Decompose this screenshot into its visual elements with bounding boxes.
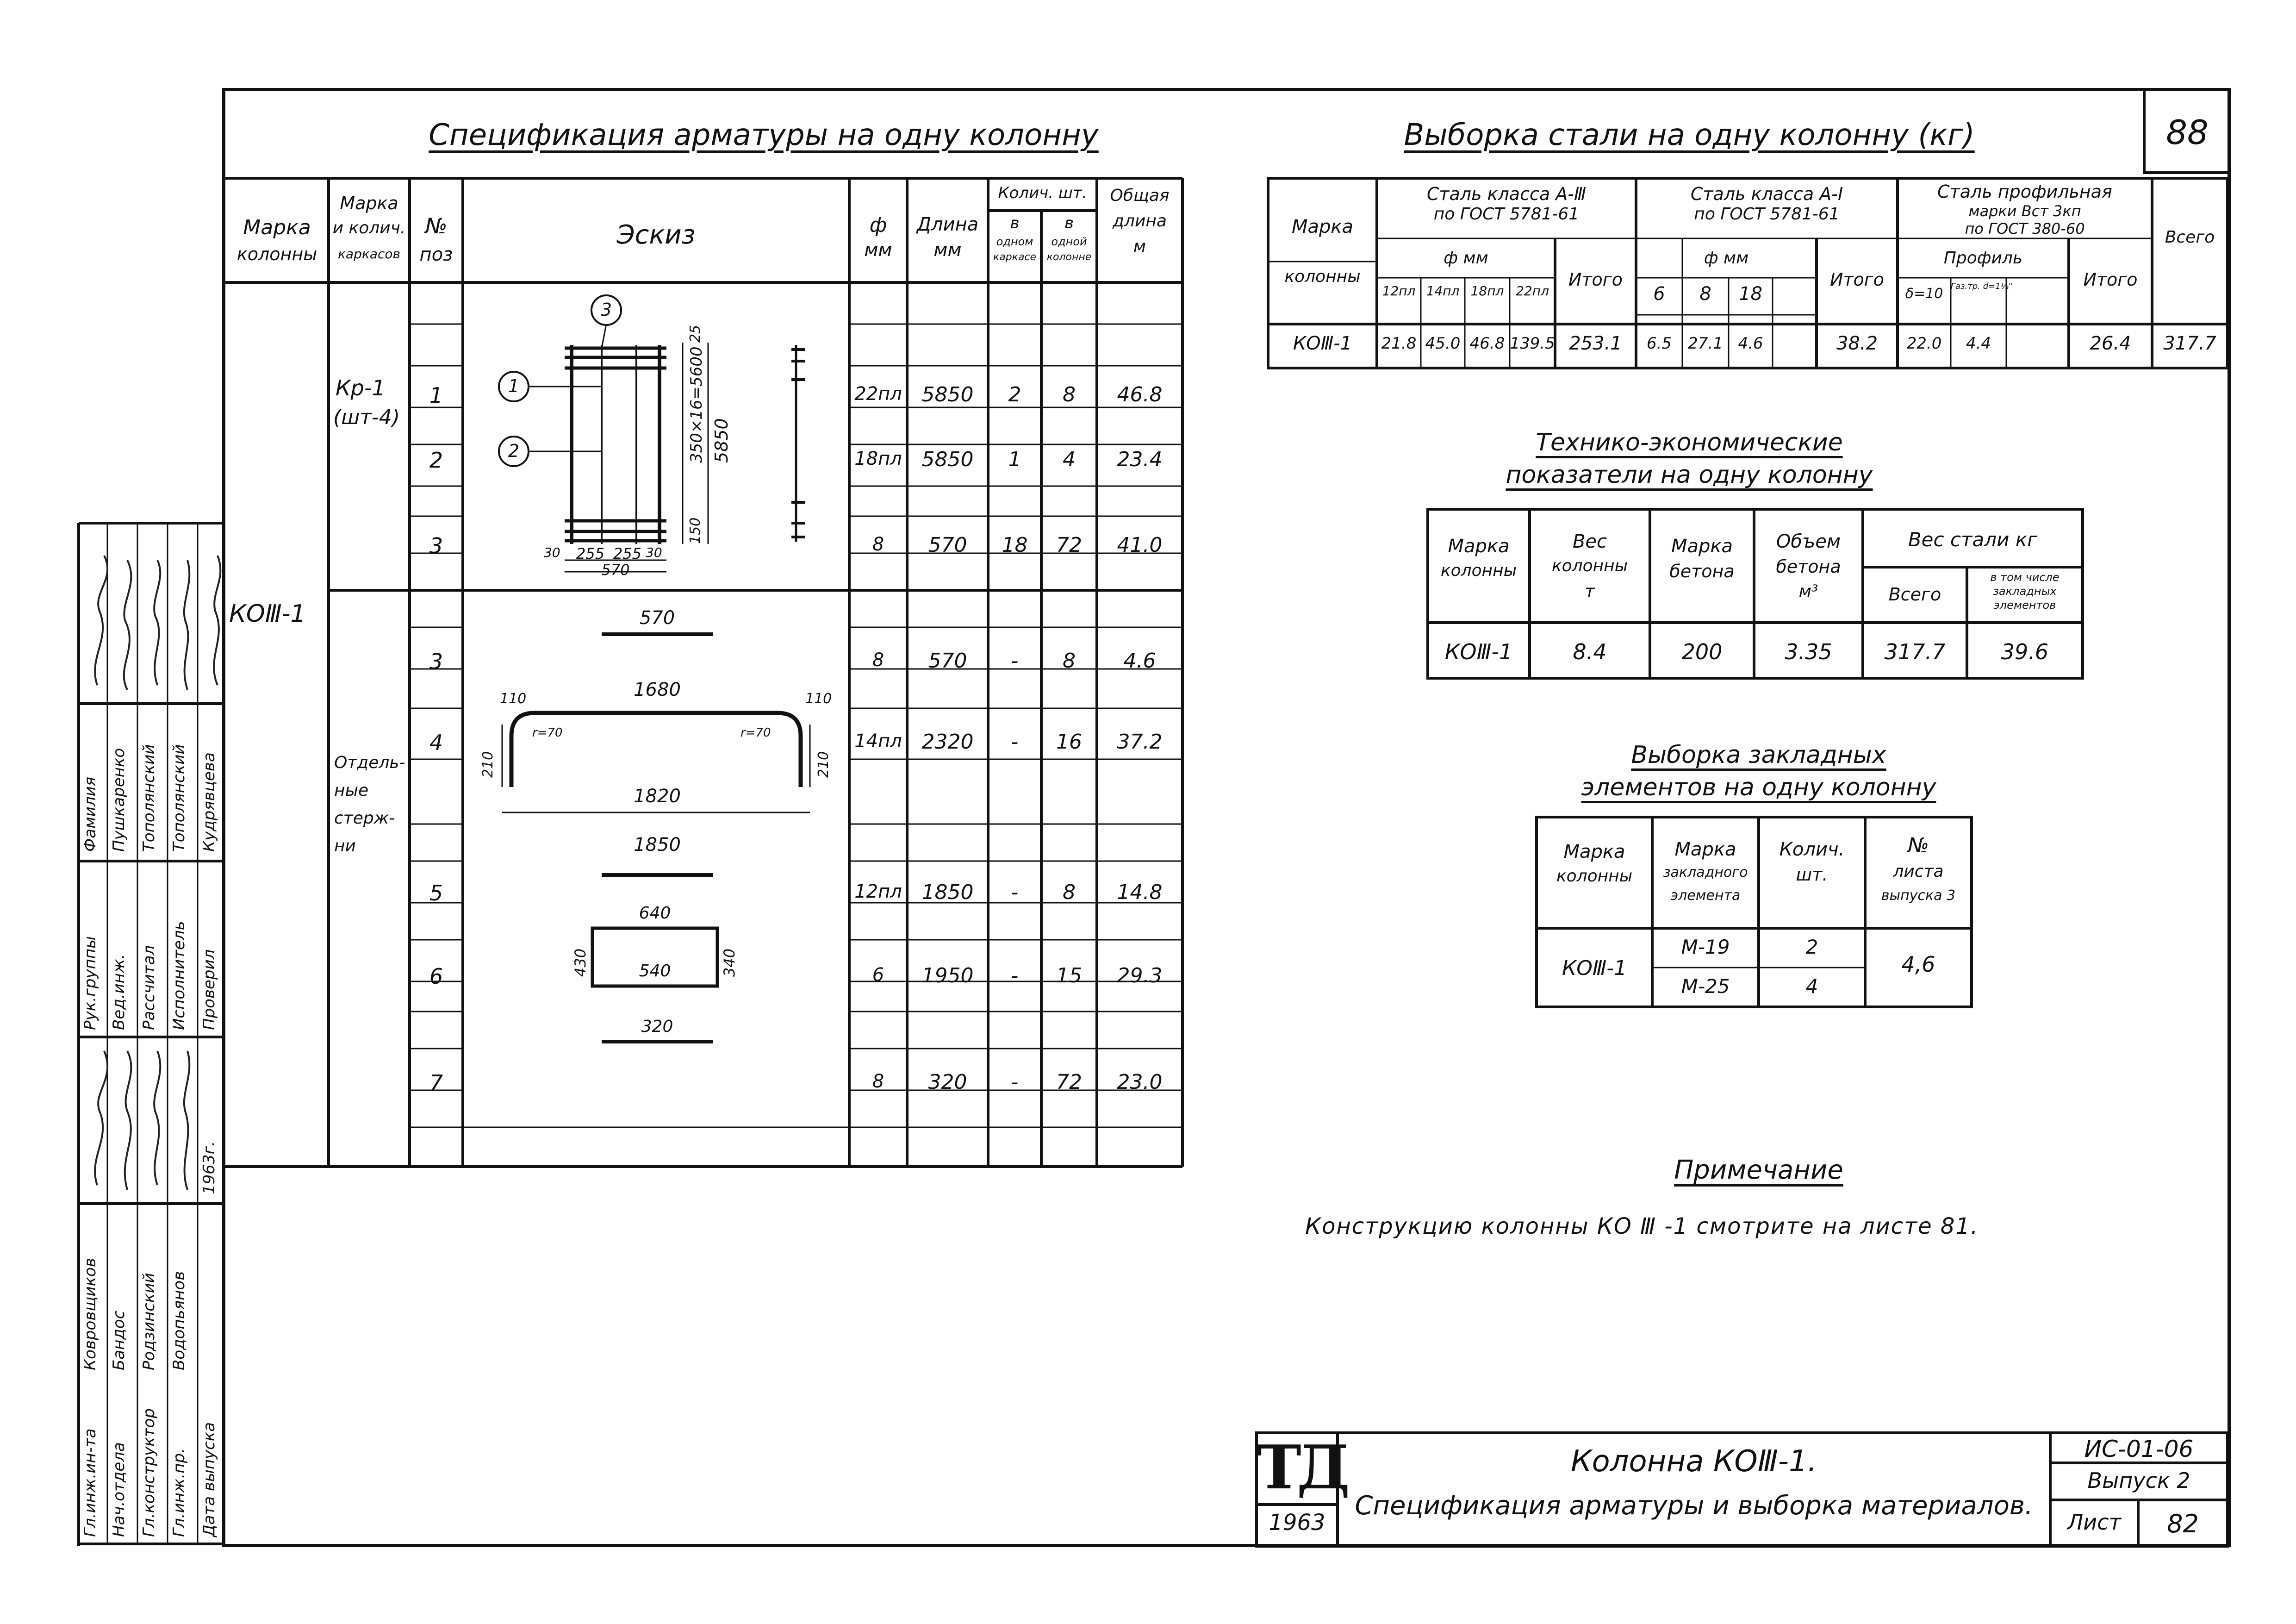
steel-sub-prof-1: Газ.тр. d=1¼" xyxy=(1951,281,2013,291)
dim-25: 25 xyxy=(687,325,703,343)
separate-label-3: стерж- xyxy=(334,809,395,828)
tech-val-all: 317.7 xyxy=(1884,639,1946,664)
dim-vertical-2: 5850 xyxy=(711,418,732,463)
hdr-dia-1: ф xyxy=(869,213,887,237)
stamp-surname-header: Фамилия xyxy=(81,776,100,852)
steel-sub-prof-0: δ=10 xyxy=(1905,286,1943,302)
steel-val-prof-total: 26.4 xyxy=(2090,333,2131,354)
emb-val-el-1: М-19 xyxy=(1681,936,1730,958)
dim-570: 570 xyxy=(601,561,630,579)
steel-hdr-a3-2: по ГОСТ 5781-61 xyxy=(1433,205,1580,224)
tech-val-volume: 3.35 xyxy=(1785,639,1832,664)
steel-hdr-prof-1: Сталь профильная xyxy=(1937,181,2112,202)
emb-val-qty-1: 2 xyxy=(1805,936,1818,958)
emb-title-2: элементов на одну колонну xyxy=(1581,774,1936,801)
tech-val-concrete: 200 xyxy=(1681,639,1723,664)
spec-row-4-pos: 3 xyxy=(429,649,443,674)
bar4-110b: 110 xyxy=(805,691,832,707)
spec-row-7-total: 29.3 xyxy=(1117,964,1163,987)
cage-label-1: Кр-1 xyxy=(336,375,386,400)
stamp-name2-3: Кудрявцева xyxy=(200,752,218,852)
spec-row-8-qty-col: 72 xyxy=(1056,1070,1082,1094)
spec-row-3-qty-col: 72 xyxy=(1056,533,1082,557)
steel-hdr-itogo-1: Итого xyxy=(1568,269,1623,290)
tech-hdr-all: Всего xyxy=(1888,584,1941,605)
tech-hdr-volume-3: м³ xyxy=(1798,582,1818,601)
hdr-qty-col-2: одной xyxy=(1051,235,1087,248)
tech-hdr-incl-2: закладных xyxy=(1993,585,2057,598)
steel-val-prof-0: 22.0 xyxy=(1906,334,1942,353)
title-line-1: Колонна КОⅢ-1. xyxy=(1571,1444,1817,1479)
spec-row-6-pos: 5 xyxy=(429,881,443,906)
stamp-role-0: Гл.инж.ин-та xyxy=(81,1428,100,1537)
hdr-qty-col-3: колонне xyxy=(1046,251,1092,263)
steel-val-a3-3: 139.5 xyxy=(1510,334,1555,353)
steel-sub-a3-3: 22пл xyxy=(1516,283,1549,299)
tech-hdr-weight-2: колонны xyxy=(1551,556,1628,575)
emb-val-qty-2: 4 xyxy=(1805,975,1818,998)
emb-hdr-sheet-3: выпуска 3 xyxy=(1881,887,1956,904)
spec-row-5-pos: 4 xyxy=(429,730,443,755)
stamp-date: 1963г. xyxy=(200,1141,218,1194)
stamp-name-3: Водопьянов xyxy=(170,1271,188,1370)
emb-hdr-sheet-2: листа xyxy=(1893,862,1944,881)
stamp-role2-0: Рук.группы xyxy=(81,936,100,1030)
tech-hdr-volume-1: Объем xyxy=(1776,531,1841,552)
hdr-sketch: Эскиз xyxy=(616,220,696,250)
stamp-role-3: Гл.инж.пр. xyxy=(170,1448,188,1537)
dim-255a: 255 xyxy=(576,545,605,562)
tech-val-incl: 39.6 xyxy=(2001,639,2049,664)
doc-issue: Выпуск 2 xyxy=(2087,1468,2190,1493)
spec-row-1-total: 46.8 xyxy=(1117,383,1163,406)
tech-hdr-weight-1: Вес xyxy=(1572,531,1607,552)
bar4-210b: 210 xyxy=(815,751,832,778)
separate-label-1: Отдель- xyxy=(334,753,405,772)
steel-title: Выборка стали на одну колонну (кг) xyxy=(1404,118,1975,152)
emb-title-1: Выборка закладных xyxy=(1631,741,1886,769)
spec-row-7-qty-cage: - xyxy=(1011,964,1019,987)
spec-row-8-pos: 7 xyxy=(429,1070,443,1095)
dim-30b: 30 xyxy=(646,545,662,560)
spec-row-6-qty-col: 8 xyxy=(1063,881,1076,904)
steel-hdr-a1-2: по ГОСТ 5781-61 xyxy=(1694,205,1840,224)
hdr-qty-cage-1: в xyxy=(1010,214,1020,232)
emb-hdr-qty-1: Колич. xyxy=(1779,839,1845,860)
stamp-role-4: Дата выпуска xyxy=(200,1422,218,1537)
tech-hdr-volume-2: бетона xyxy=(1776,556,1841,577)
steel-sub-a1-2: 18 xyxy=(1739,283,1762,305)
steel-val-mark: КОⅢ-1 xyxy=(1293,333,1352,354)
top-sheet-number: 88 xyxy=(2166,113,2209,152)
bar6-right: 340 xyxy=(721,948,738,977)
callout-1: 1 xyxy=(508,376,520,396)
stamp-role2-3: Исполнитель xyxy=(170,921,188,1030)
hdr-total-3: м xyxy=(1133,237,1146,256)
doc-code: ИС-01-06 xyxy=(2084,1436,2194,1462)
spec-row-5-total: 37.2 xyxy=(1117,730,1163,754)
tech-title-2: показатели на одну колонну xyxy=(1506,461,1873,489)
spec-title: Спецификация арматуры на одну колонну xyxy=(429,118,1099,152)
steel-hdr-prof-2: марки Вст 3кп xyxy=(1968,202,2081,220)
bar7-length: 320 xyxy=(641,1017,673,1036)
tech-hdr-concrete-2: бетона xyxy=(1669,561,1735,581)
steel-val-a3-total: 253.1 xyxy=(1569,333,1622,354)
spec-row-7-qty-col: 15 xyxy=(1056,964,1082,987)
spec-row-6-qty-cage: - xyxy=(1011,881,1019,904)
hdr-qty: Колич. шт. xyxy=(998,184,1087,202)
emb-val-el-2: М-25 xyxy=(1681,975,1730,998)
steel-hdr-itogo-2: Итого xyxy=(1829,269,1885,290)
hdr-col-mark-1: Марка xyxy=(243,216,311,239)
spec-row-6-total: 14.8 xyxy=(1117,881,1163,904)
hdr-len-1: Длина xyxy=(916,214,979,235)
steel-sub-a1-0: 6 xyxy=(1653,283,1665,305)
note-text: Конструкцию колонны КО Ⅲ -1 смотрите на листе 81. xyxy=(1305,1213,1979,1239)
spec-row-2-total: 23.4 xyxy=(1117,448,1163,471)
column-mark: КОⅢ-1 xyxy=(229,600,306,628)
steel-hdr-prof-3: по ГОСТ 380-60 xyxy=(1965,220,2085,237)
spec-row-3-qty-cage: 18 xyxy=(1002,533,1028,557)
steel-val-a1-1: 27.1 xyxy=(1688,334,1723,353)
emb-val-mark: КОⅢ-1 xyxy=(1562,956,1627,980)
spec-row-5-qty-col: 16 xyxy=(1056,730,1082,754)
dim-150: 150 xyxy=(687,517,703,544)
spec-row-6-dia: 12пл xyxy=(854,881,902,902)
steel-hdr-a1-1: Сталь класса А-Ⅰ xyxy=(1690,184,1843,204)
steel-hdr-itogo-3: Итого xyxy=(2083,269,2138,290)
steel-val-a3-1: 45.0 xyxy=(1425,334,1461,353)
steel-val-a3-0: 21.8 xyxy=(1381,334,1417,353)
bar5-length: 1850 xyxy=(634,834,681,856)
bar3-length: 570 xyxy=(639,607,675,629)
emb-hdr-el-1: Марка xyxy=(1674,839,1736,860)
hdr-qty-col-1: в xyxy=(1064,214,1074,232)
separate-label-4: ни xyxy=(334,837,356,856)
hdr-pos-1: № xyxy=(425,213,448,238)
emb-hdr-el-2: закладного xyxy=(1663,864,1748,881)
stamp-name2-0: Пушкаренко xyxy=(110,748,128,852)
dim-30: 30 xyxy=(544,545,560,560)
spec-row-4-qty-col: 8 xyxy=(1063,649,1076,673)
spec-row-3-len: 570 xyxy=(928,533,967,557)
logo-year: 1963 xyxy=(1269,1510,1325,1536)
tech-hdr-incl-3: элементов xyxy=(1993,599,2056,612)
stamp-role-2: Гл.конструктор xyxy=(140,1408,158,1537)
cage-label-2: (шт-4) xyxy=(333,406,400,429)
tech-hdr-weight-3: т xyxy=(1585,582,1595,601)
tech-val-weight: 8.4 xyxy=(1573,639,1607,664)
title-line-2: Спецификация арматуры и выборка материалов. xyxy=(1355,1491,2033,1521)
tech-hdr-incl-1: в том числе xyxy=(1990,571,2060,584)
dim-vertical-1: 350×16=5600 xyxy=(687,346,706,463)
spec-row-4-dia: 8 xyxy=(872,650,884,671)
spec-row-4-len: 570 xyxy=(928,649,967,673)
hdr-qty-cage-2: одном xyxy=(996,235,1033,248)
bar4-radius-1: r=70 xyxy=(532,726,563,740)
spec-row-4-total: 4.6 xyxy=(1123,649,1156,673)
hdr-qty-cage-3: каркасе xyxy=(993,251,1037,263)
bar4-110a: 110 xyxy=(500,691,527,707)
steel-val-a1-2: 4.6 xyxy=(1738,334,1763,353)
emb-hdr-qty-2: шт. xyxy=(1796,864,1828,885)
bar6-inner: 540 xyxy=(639,962,671,981)
steel-sub-a1-1: 8 xyxy=(1699,283,1711,305)
emb-val-sheets: 4,6 xyxy=(1901,952,1935,977)
spec-row-7-dia: 6 xyxy=(872,964,884,986)
steel-val-a3-2: 46.8 xyxy=(1469,334,1505,353)
stamp-name-2: Родзинский xyxy=(140,1273,158,1370)
hdr-len-2: мм xyxy=(933,239,962,261)
callout-2: 2 xyxy=(508,441,520,461)
tech-hdr-steel: Вес стали кг xyxy=(1908,528,2038,551)
spec-row-6-len: 1850 xyxy=(921,881,974,904)
steel-sub-a3-0: 12пл xyxy=(1382,283,1416,299)
spec-row-3-pos: 3 xyxy=(429,533,443,558)
steel-hdr-fmm: ф мм xyxy=(1444,249,1488,268)
spec-row-8-len: 320 xyxy=(928,1070,967,1094)
bar4-top: 1680 xyxy=(634,679,681,700)
tech-hdr-mark-2: колонны xyxy=(1440,561,1517,580)
hdr-dia-2: мм xyxy=(864,239,892,261)
spec-row-1-qty-col: 8 xyxy=(1063,383,1076,406)
spec-row-3-total: 41.0 xyxy=(1117,533,1163,557)
steel-sub-a3-1: 14пл xyxy=(1426,283,1460,299)
steel-hdr-total: Всего xyxy=(2165,228,2215,247)
spec-row-8-dia: 8 xyxy=(872,1071,884,1092)
hdr-total-1: Общая xyxy=(1110,186,1170,205)
spec-row-1-dia: 22пл xyxy=(854,383,902,405)
hdr-pos-2: поз xyxy=(419,244,453,265)
spec-row-2-dia: 18пл xyxy=(854,448,902,469)
spec-row-7-pos: 6 xyxy=(429,964,443,989)
spec-row-7-len: 1950 xyxy=(921,964,974,987)
steel-val-total: 317.7 xyxy=(2163,333,2216,354)
separate-label-2: ные xyxy=(334,781,369,800)
note-title: Примечание xyxy=(1674,1155,1843,1185)
emb-hdr-mark-2: колонны xyxy=(1556,867,1633,886)
hdr-cage-3: каркасов xyxy=(338,246,400,262)
tech-title-1: Технико-экономические xyxy=(1536,429,1843,456)
spec-row-5-dia: 14пл xyxy=(854,731,902,752)
steel-hdr-fmm-2: ф мм xyxy=(1704,249,1749,268)
steel-val-a1-total: 38.2 xyxy=(1836,333,1878,354)
spec-row-8-total: 23.0 xyxy=(1117,1070,1163,1094)
spec-row-1-qty-cage: 2 xyxy=(1008,383,1021,406)
stamp-name2-1: Тополянский xyxy=(140,744,158,852)
spec-row-2-pos: 2 xyxy=(429,448,443,473)
stamp-name-1: Бандос xyxy=(110,1310,128,1370)
hdr-cage-1: Марка xyxy=(340,193,398,213)
hdr-cage-2: и колич. xyxy=(332,219,406,237)
tech-val-mark: КОⅢ-1 xyxy=(1444,639,1513,664)
sheet-label: Лист xyxy=(2067,1510,2122,1535)
bar6-left: 430 xyxy=(572,948,589,977)
bar4-210: 210 xyxy=(480,751,496,778)
spec-row-2-qty-cage: 1 xyxy=(1008,448,1021,471)
bar4-bottom: 1820 xyxy=(634,786,681,807)
steel-hdr-profile: Профиль xyxy=(1943,249,2023,268)
steel-hdr-mark-1: Марка xyxy=(1291,216,1354,237)
spec-row-1-pos: 1 xyxy=(429,383,443,408)
emb-hdr-mark-1: Марка xyxy=(1563,841,1625,862)
emb-hdr-el-3: элемента xyxy=(1670,887,1741,904)
tech-hdr-mark-1: Марка xyxy=(1448,536,1510,557)
bar6-top: 640 xyxy=(639,904,671,923)
spec-row-5-qty-cage: - xyxy=(1011,730,1019,754)
spec-row-2-qty-col: 4 xyxy=(1063,448,1076,471)
hdr-total-2: длина xyxy=(1113,212,1167,231)
spec-row-5-len: 2320 xyxy=(921,730,974,754)
spec-row-1-len: 5850 xyxy=(921,383,974,406)
stamp-role-1: Нач.отдела xyxy=(110,1442,128,1537)
steel-hdr-mark-2: колонны xyxy=(1284,267,1361,286)
stamp-role2-1: Вед.инж. xyxy=(110,954,128,1030)
stamp-role2-4: Проверил xyxy=(200,949,218,1030)
spec-row-2-len: 5850 xyxy=(921,448,974,471)
stamp-name2-2: Тополянский xyxy=(170,744,188,852)
stamp-name-0: Ковровщиков xyxy=(81,1258,100,1370)
callout-3: 3 xyxy=(600,300,612,320)
spec-row-3-dia: 8 xyxy=(872,534,884,555)
steel-val-a1-0: 6.5 xyxy=(1646,334,1672,353)
bar4-radius-2: r=70 xyxy=(740,726,771,740)
steel-val-prof-1: 4.4 xyxy=(1966,334,1991,353)
steel-hdr-a3-1: Сталь класса А-Ⅲ xyxy=(1426,184,1587,204)
stamp-role2-2: Рассчитал xyxy=(140,945,158,1030)
logo: ТД xyxy=(1257,1432,1346,1503)
sheet-number: 82 xyxy=(2167,1509,2199,1538)
dim-255b: 255 xyxy=(613,545,642,562)
emb-hdr-sheet-1: № xyxy=(1908,834,1929,857)
steel-sub-a3-2: 18пл xyxy=(1470,283,1504,299)
tech-hdr-concrete-1: Марка xyxy=(1671,536,1733,557)
spec-row-4-qty-cage: - xyxy=(1011,649,1019,673)
hdr-col-mark-2: колонны xyxy=(236,244,317,264)
spec-row-8-qty-cage: - xyxy=(1011,1070,1019,1094)
